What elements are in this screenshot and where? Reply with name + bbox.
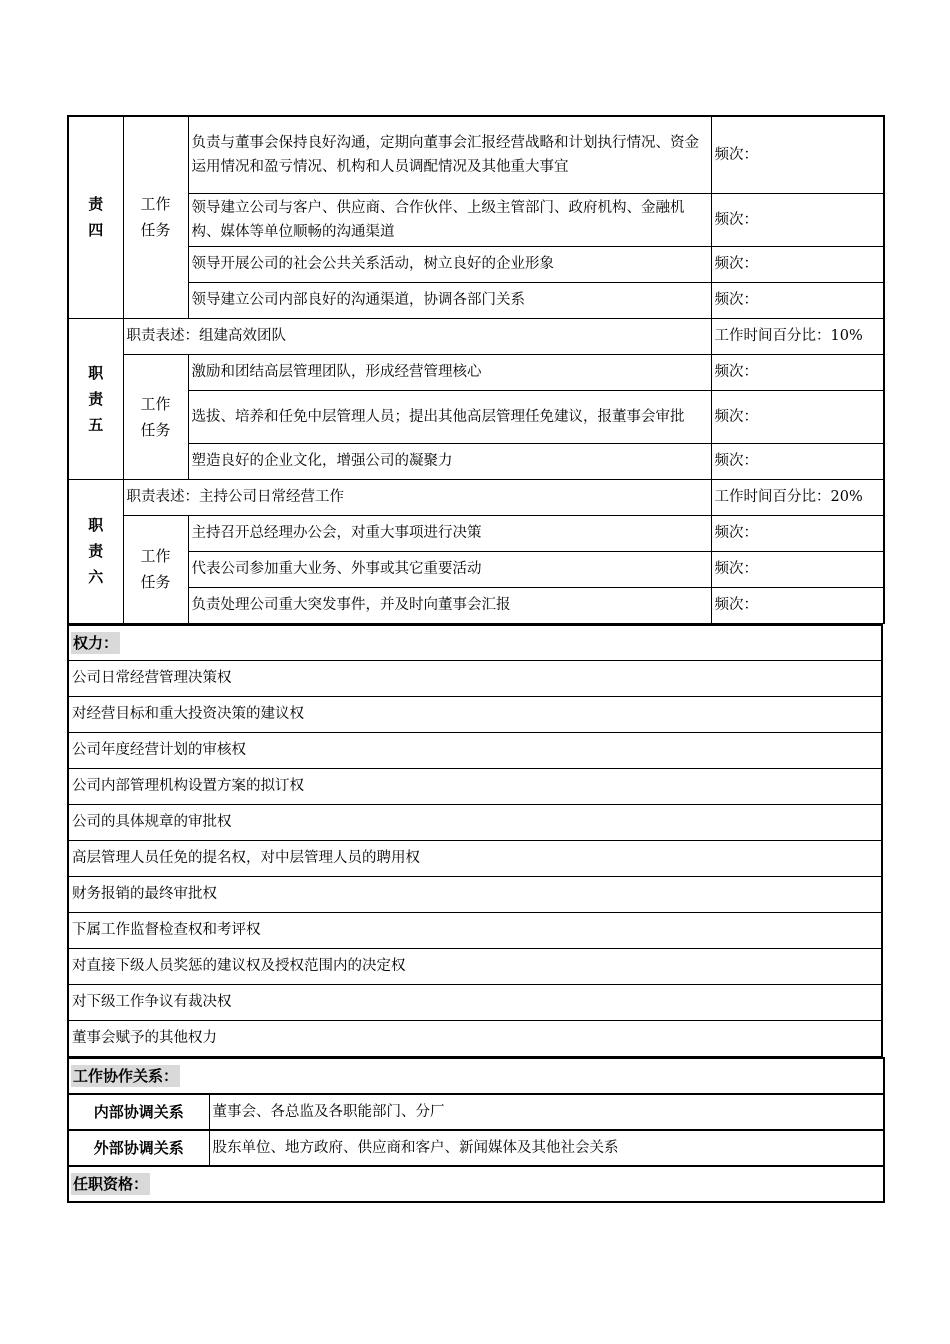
duty6-task-row [68,587,884,623]
power-item: 高层管理人员任免的提名权，对中层管理人员的聘用权 [68,840,882,876]
duty4-freq-3: 频次： [711,246,884,282]
duty4-task-1: 负责与董事会保持良好沟通，定期向董事会汇报经营战略和计划执行情况、资金运用情况和盈亏情况、机构和人员调配情况及其他重大事宜 [188,116,711,193]
duty5-task-3: 塑造良好的企业文化，增强公司的凝聚力 [188,443,711,479]
duty5-task-1: 激励和团结高层管理团队，形成经营管理核心 [188,354,711,390]
duty5-label: 职 责 五 [68,318,123,479]
duties-table [67,115,885,624]
external-coordination-row [68,1130,884,1166]
duty4-task-row [68,282,884,318]
power-item: 对下级工作争议有裁决权 [68,984,882,1020]
duty6-label: 职 责 六 [68,479,123,623]
duty6-task-row [68,515,884,551]
powers-heading: 权力： [73,633,119,652]
duty6-desc-row [68,479,884,515]
duty6-task-label: 工作 任务 [123,515,188,623]
powers-table [67,624,883,1057]
cooperation-heading-row [68,1058,884,1094]
power-item: 公司的具体规章的审批权 [68,804,882,840]
duty5-freq-1: 频次： [711,354,884,390]
duty5-freq-3: 频次： [711,443,884,479]
duty6-freq-2: 频次： [711,551,884,587]
power-item: 公司内部管理机构设置方案的拟订权 [68,768,882,804]
duty5-task-label: 工作 任务 [123,354,188,479]
duty4-task-row [68,193,884,246]
power-item: 公司年度经营计划的审核权 [68,732,882,768]
external-coordination-value: 股东单位、地方政府、供应商和客户、新闻媒体及其他社会关系 [209,1130,884,1166]
duty4-task-4: 领导建立公司内部良好的沟通渠道，协调各部门关系 [188,282,711,318]
cooperation-table [67,1057,885,1203]
duty5-freq-2: 频次： [711,390,884,443]
duty4-label: 责 四 [68,116,123,318]
power-item: 对经营目标和重大投资决策的建议权 [68,696,882,732]
qualification-heading: 任职资格： [73,1174,149,1193]
duty6-freq-3: 频次： [711,587,884,623]
duty5-task-2: 选拔、培养和任免中层管理人员；提出其他高层管理任免建议，报董事会审批 [188,390,711,443]
cooperation-heading: 工作协作关系： [73,1066,179,1085]
qualification-heading-row [68,1166,884,1202]
power-item: 公司日常经营管理决策权 [68,660,882,696]
duty5-description: 职责表述：组建高效团队 [123,318,711,354]
internal-coordination-label: 内部协调关系 [68,1094,209,1130]
power-item: 财务报销的最终审批权 [68,876,882,912]
power-item: 董事会赋予的其他权力 [68,1020,882,1056]
duty6-task-3: 负责处理公司重大突发事件，并及时向董事会汇报 [188,587,711,623]
powers-heading-row [68,625,882,661]
duty6-freq-1: 频次： [711,515,884,551]
job-description-page [67,115,883,1203]
duty4-task-3: 领导开展公司的社会公共关系活动，树立良好的企业形象 [188,246,711,282]
duty6-task-2: 代表公司参加重大业务、外事或其它重要活动 [188,551,711,587]
duty4-task-label: 工作 任务 [123,116,188,318]
duty5-time-percent: 工作时间百分比：10% [711,318,884,354]
power-item: 对直接下级人员奖惩的建议权及授权范围内的决定权 [68,948,882,984]
duty5-task-row [68,354,884,390]
duty4-task-row [68,246,884,282]
duty4-freq-1: 频次： [711,116,884,193]
duty4-task-2: 领导建立公司与客户、供应商、合作伙伴、上级主管部门、政府机构、金融机构、媒体等单位顺畅的沟通渠道 [188,193,711,246]
duty5-desc-row [68,318,884,354]
duty6-time-percent: 工作时间百分比：20% [711,479,884,515]
internal-coordination-row [68,1094,884,1130]
duty5-task-row [68,390,884,443]
external-coordination-label: 外部协调关系 [68,1130,209,1166]
duty6-task-row [68,551,884,587]
duty4-freq-4: 频次： [711,282,884,318]
duty4-freq-2: 频次： [711,193,884,246]
duty6-task-1: 主持召开总经理办公会，对重大事项进行决策 [188,515,711,551]
duty4-task-row [68,116,884,193]
duty5-task-row [68,443,884,479]
internal-coordination-value: 董事会、各总监及各职能部门、分厂 [209,1094,884,1130]
duty6-description: 职责表述：主持公司日常经营工作 [123,479,711,515]
power-item: 下属工作监督检查权和考评权 [68,912,882,948]
